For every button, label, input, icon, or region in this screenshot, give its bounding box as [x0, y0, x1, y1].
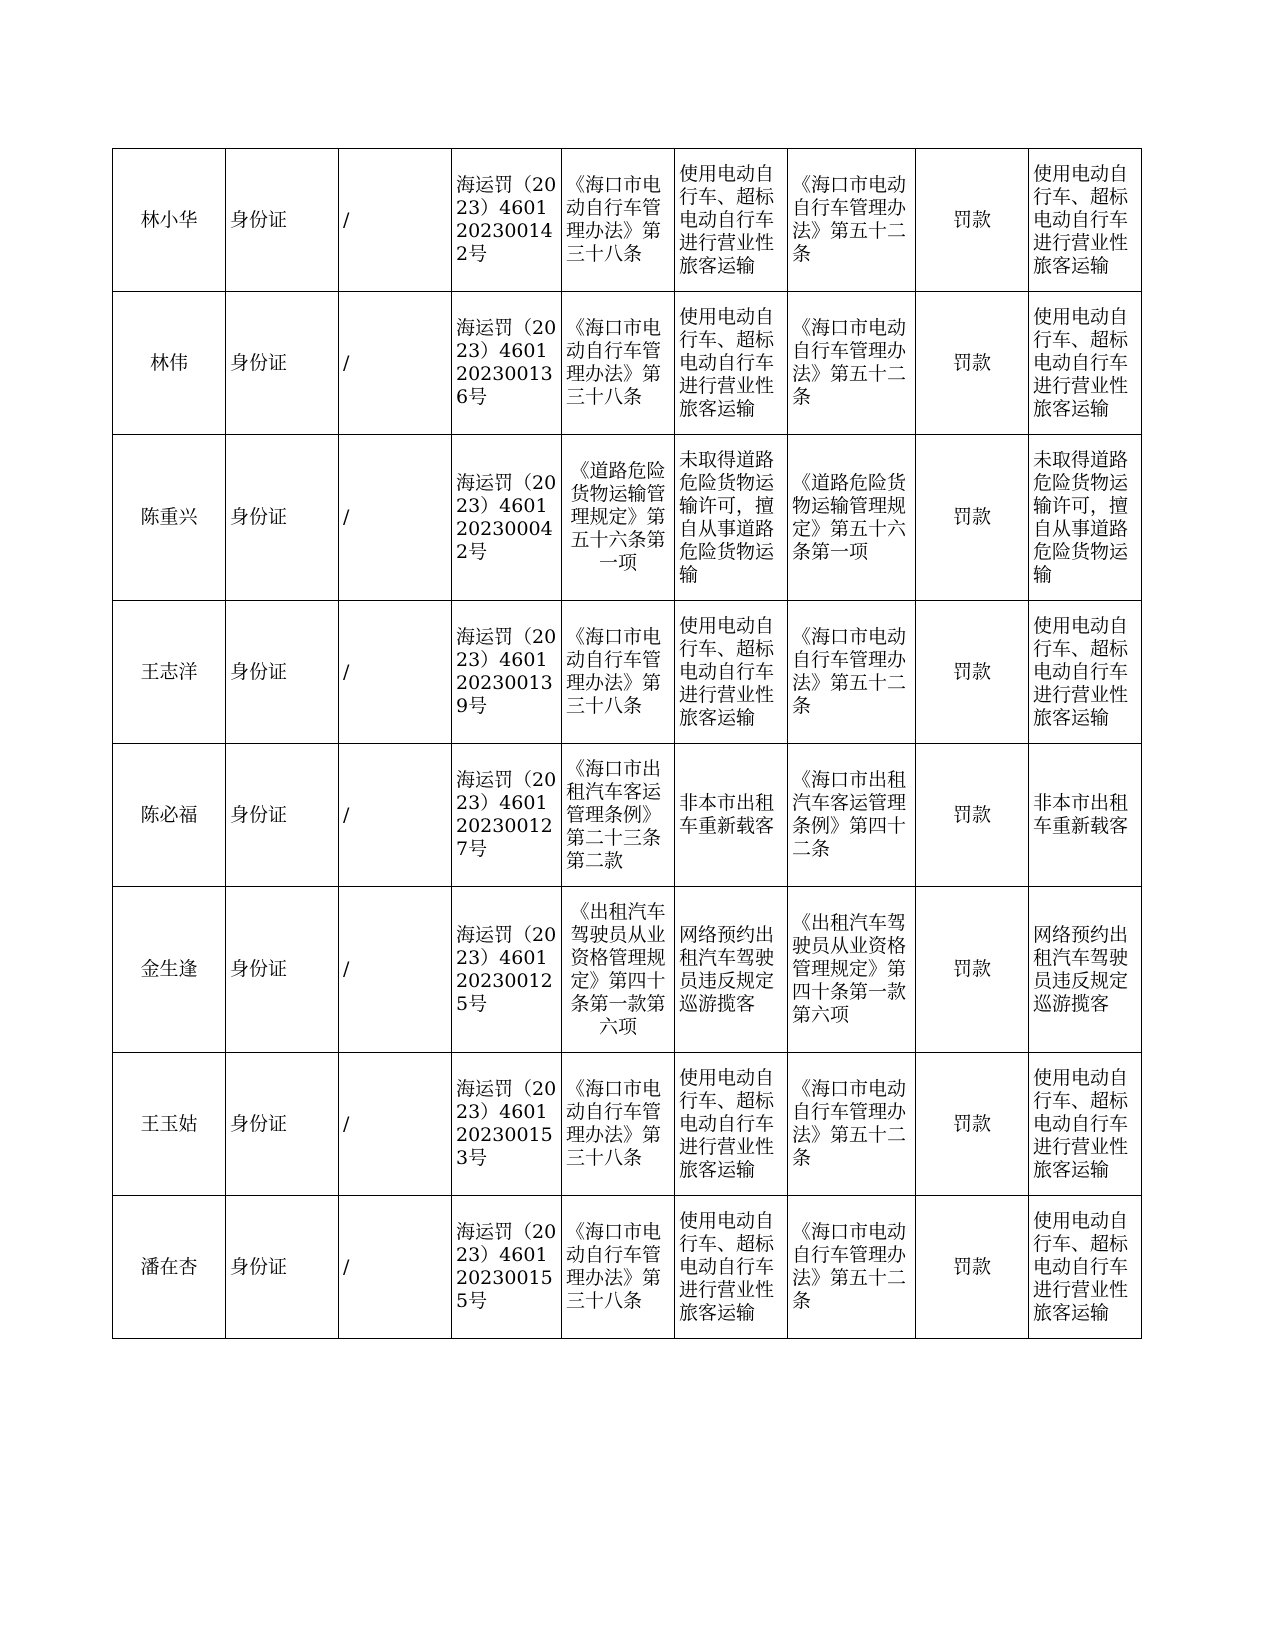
penalty-content-cell: 使用电动自行车、超标电动自行车进行营业性旅客运输: [1029, 1196, 1142, 1339]
id-number-cell: /: [339, 1053, 452, 1196]
penalty-content-cell: 使用电动自行车、超标电动自行车进行营业性旅客运输: [1029, 601, 1142, 744]
id-type-cell: 身份证: [226, 1196, 339, 1339]
name-cell: 林伟: [113, 292, 226, 435]
id-type-cell: 身份证: [226, 744, 339, 887]
penalty-type-cell: 罚款: [916, 601, 1029, 744]
decision-number-cell: 海运罚（2023）4601202300127号: [452, 744, 562, 887]
penalty-basis-cell: 《海口市电动自行车管理办法》第五十二条: [788, 292, 916, 435]
penalty-type-cell: 罚款: [916, 1196, 1029, 1339]
penalty-type-cell: 罚款: [916, 435, 1029, 601]
violation-fact-cell: 使用电动自行车、超标电动自行车进行营业性旅客运输: [675, 149, 788, 292]
table-row: [113, 744, 1142, 887]
penalty-type-cell: 罚款: [916, 744, 1029, 887]
name-cell: 潘在杏: [113, 1196, 226, 1339]
violation-fact-cell: 使用电动自行车、超标电动自行车进行营业性旅客运输: [675, 1053, 788, 1196]
penalty-content-cell: 未取得道路危险货物运输许可，擅自从事道路危险货物运输: [1029, 435, 1142, 601]
id-number-cell: /: [339, 601, 452, 744]
penalty-basis-cell: 《海口市电动自行车管理办法》第五十二条: [788, 149, 916, 292]
penalty-basis-cell: 《海口市电动自行车管理办法》第五十二条: [788, 601, 916, 744]
penalty-basis-cell: 《道路危险货物运输管理规定》第五十六条第一项: [788, 435, 916, 601]
decision-number-cell: 海运罚（2023）4601202300142号: [452, 149, 562, 292]
violation-basis-cell: 《出租汽车驾驶员从业资格管理规定》第四十条第一款第六项: [562, 887, 675, 1053]
decision-number-cell: 海运罚（2023）4601202300125号: [452, 887, 562, 1053]
id-type-cell: 身份证: [226, 887, 339, 1053]
table-row: [113, 1053, 1142, 1196]
name-cell: 王志洋: [113, 601, 226, 744]
penalty-type-cell: 罚款: [916, 149, 1029, 292]
id-type-cell: 身份证: [226, 601, 339, 744]
violation-fact-cell: 使用电动自行车、超标电动自行车进行营业性旅客运输: [675, 601, 788, 744]
name-cell: 王玉姑: [113, 1053, 226, 1196]
id-type-cell: 身份证: [226, 149, 339, 292]
violation-fact-cell: 未取得道路危险货物运输许可，擅自从事道路危险货物运输: [675, 435, 788, 601]
penalty-type-cell: 罚款: [916, 887, 1029, 1053]
table-row: [113, 887, 1142, 1053]
id-number-cell: /: [339, 887, 452, 1053]
violation-basis-cell: 《海口市电动自行车管理办法》第三十八条: [562, 149, 675, 292]
id-number-cell: /: [339, 744, 452, 887]
decision-number-cell: 海运罚（2023）4601202300153号: [452, 1053, 562, 1196]
id-type-cell: 身份证: [226, 1053, 339, 1196]
penalty-content-cell: 使用电动自行车、超标电动自行车进行营业性旅客运输: [1029, 1053, 1142, 1196]
table-row: [113, 435, 1142, 601]
decision-number-cell: 海运罚（2023）4601202300155号: [452, 1196, 562, 1339]
name-cell: 林小华: [113, 149, 226, 292]
violation-basis-cell: 《海口市电动自行车管理办法》第三十八条: [562, 292, 675, 435]
penalty-content-cell: 使用电动自行车、超标电动自行车进行营业性旅客运输: [1029, 149, 1142, 292]
decision-number-cell: 海运罚（2023）4601202300139号: [452, 601, 562, 744]
name-cell: 陈重兴: [113, 435, 226, 601]
name-cell: 陈必福: [113, 744, 226, 887]
id-type-cell: 身份证: [226, 435, 339, 601]
penalty-type-cell: 罚款: [916, 292, 1029, 435]
table-row: [113, 601, 1142, 744]
violation-fact-cell: 使用电动自行车、超标电动自行车进行营业性旅客运输: [675, 292, 788, 435]
name-cell: 金生逢: [113, 887, 226, 1053]
penalty-basis-cell: 《海口市出租汽车客运管理条例》第四十二条: [788, 744, 916, 887]
violation-basis-cell: 《道路危险货物运输管理规定》第五十六条第一项: [562, 435, 675, 601]
penalty-content-cell: 非本市出租车重新载客: [1029, 744, 1142, 887]
penalty-content-cell: 网络预约出租汽车驾驶员违反规定巡游揽客: [1029, 887, 1142, 1053]
id-number-cell: /: [339, 149, 452, 292]
violation-fact-cell: 非本市出租车重新载客: [675, 744, 788, 887]
penalty-records-table: [112, 148, 1142, 1339]
id-number-cell: /: [339, 1196, 452, 1339]
table-row: [113, 149, 1142, 292]
table-body: [113, 149, 1142, 1339]
decision-number-cell: 海运罚（2023）4601202300042号: [452, 435, 562, 601]
violation-fact-cell: 网络预约出租汽车驾驶员违反规定巡游揽客: [675, 887, 788, 1053]
id-type-cell: 身份证: [226, 292, 339, 435]
penalty-basis-cell: 《海口市电动自行车管理办法》第五十二条: [788, 1196, 916, 1339]
penalty-basis-cell: 《海口市电动自行车管理办法》第五十二条: [788, 1053, 916, 1196]
violation-basis-cell: 《海口市电动自行车管理办法》第三十八条: [562, 1196, 675, 1339]
violation-basis-cell: 《海口市电动自行车管理办法》第三十八条: [562, 1053, 675, 1196]
decision-number-cell: 海运罚（2023）4601202300136号: [452, 292, 562, 435]
table-row: [113, 292, 1142, 435]
violation-basis-cell: 《海口市出租汽车客运管理条例》第二十三条第二款: [562, 744, 675, 887]
penalty-type-cell: 罚款: [916, 1053, 1029, 1196]
id-number-cell: /: [339, 435, 452, 601]
violation-basis-cell: 《海口市电动自行车管理办法》第三十八条: [562, 601, 675, 744]
table-row: [113, 1196, 1142, 1339]
penalty-basis-cell: 《出租汽车驾驶员从业资格管理规定》第四十条第一款第六项: [788, 887, 916, 1053]
penalty-content-cell: 使用电动自行车、超标电动自行车进行营业性旅客运输: [1029, 292, 1142, 435]
id-number-cell: /: [339, 292, 452, 435]
violation-fact-cell: 使用电动自行车、超标电动自行车进行营业性旅客运输: [675, 1196, 788, 1339]
